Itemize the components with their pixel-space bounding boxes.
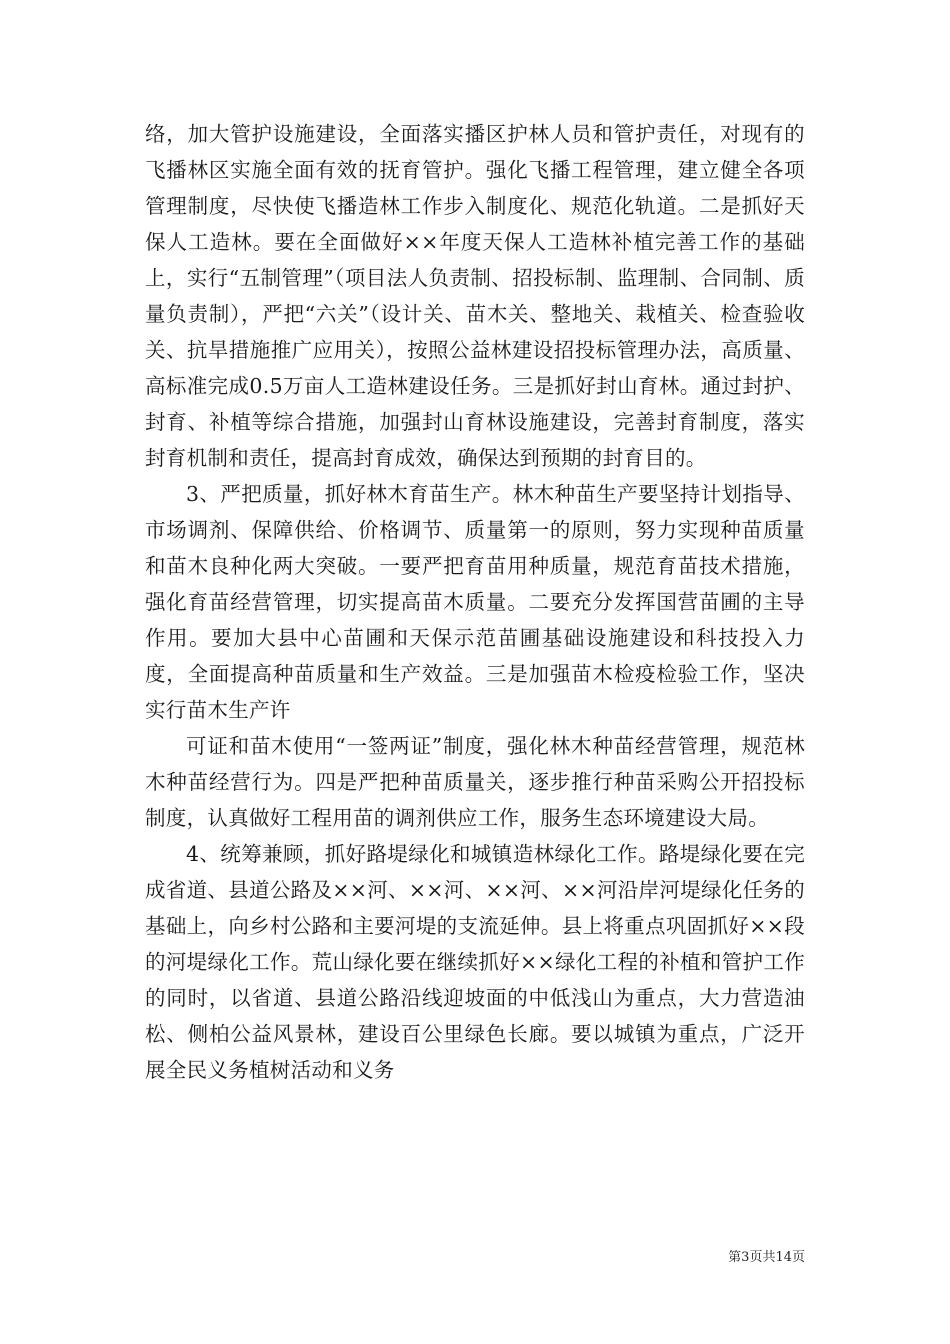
paragraph-3: 可证和苗木使用“一签两证”制度，强化林木种苗经营管理，规范林木种苗经营行为。四是严把种苗质量关，逐步推行种苗采购公开招投标制度，认真做好工程用苗的调剂供应工作，服务生态环境建设大局。 xyxy=(145,734,805,830)
paragraph-1: 络，加大管护设施建设，全面落实播区护林人员和管护责任，对现有的飞播林区实施全面有效的抚育管护。强化飞播工程管理，建立健全各项管理制度，尽快使飞播造林工作步入制度化、规范化轨道。二是抓好天保人工造林。要在全面做好××年度天保人工造林补植完善工作的基础上，实行“五制管理”（项目法人负责制、招投标制、监理制、合同制、质量负责制），严把“六关”（设计关、苗木关、整地关、栽植关、检查验收关、抗旱措施推广应用关），按照公益林建设招投标管理办法，高质量、高标准完成0.5万亩人工造林建设任务。三是抓好封山育林。通过封护、封育、补植等综合措施，加强封山育林设施建设，完善封育制度，落实封育机制和责任，提高封育成效，确保达到预期的封育目的。 xyxy=(145,122,805,470)
document-body xyxy=(145,116,805,1088)
paragraph-2: 3、严把质量，抓好林木育苗生产。林木种苗生产要坚持计划指导、市场调剂、保障供给、价格调节、质量第一的原则，努力实现种苗质量和苗木良种化两大突破。一要严把育苗用种质量，规范育苗技术措施，强化育苗经营管理，切实提高苗木质量。二要充分发挥国营苗圃的主导作用。要加大县中心苗圃和天保示范苗圃基础设施建设和科技投入力度，全面提高种苗质量和生产效益。三是加强苗木检疫检验工作，坚决实行苗木生产许 xyxy=(145,482,805,722)
paragraph-4: 4、统筹兼顾，抓好路堤绿化和城镇造林绿化工作。路堤绿化要在完成省道、县道公路及××河、××河、××河、××河沿岸河堤绿化任务的基础上，向乡村公路和主要河堤的支流延伸。县上将重点巩固抓好××段的河堤绿化工作。荒山绿化要在继续抓好××绿化工程的补植和管护工作的同时，以省道、县道公路沿线迎坡面的中低浅山为重点，大力营造油松、侧柏公益风景林，建设百公里绿色长廊。要以城镇为重点，广泛开展全民义务植树活动和义务 xyxy=(145,842,805,1082)
page-number: 第3页共14页 xyxy=(728,1250,805,1265)
